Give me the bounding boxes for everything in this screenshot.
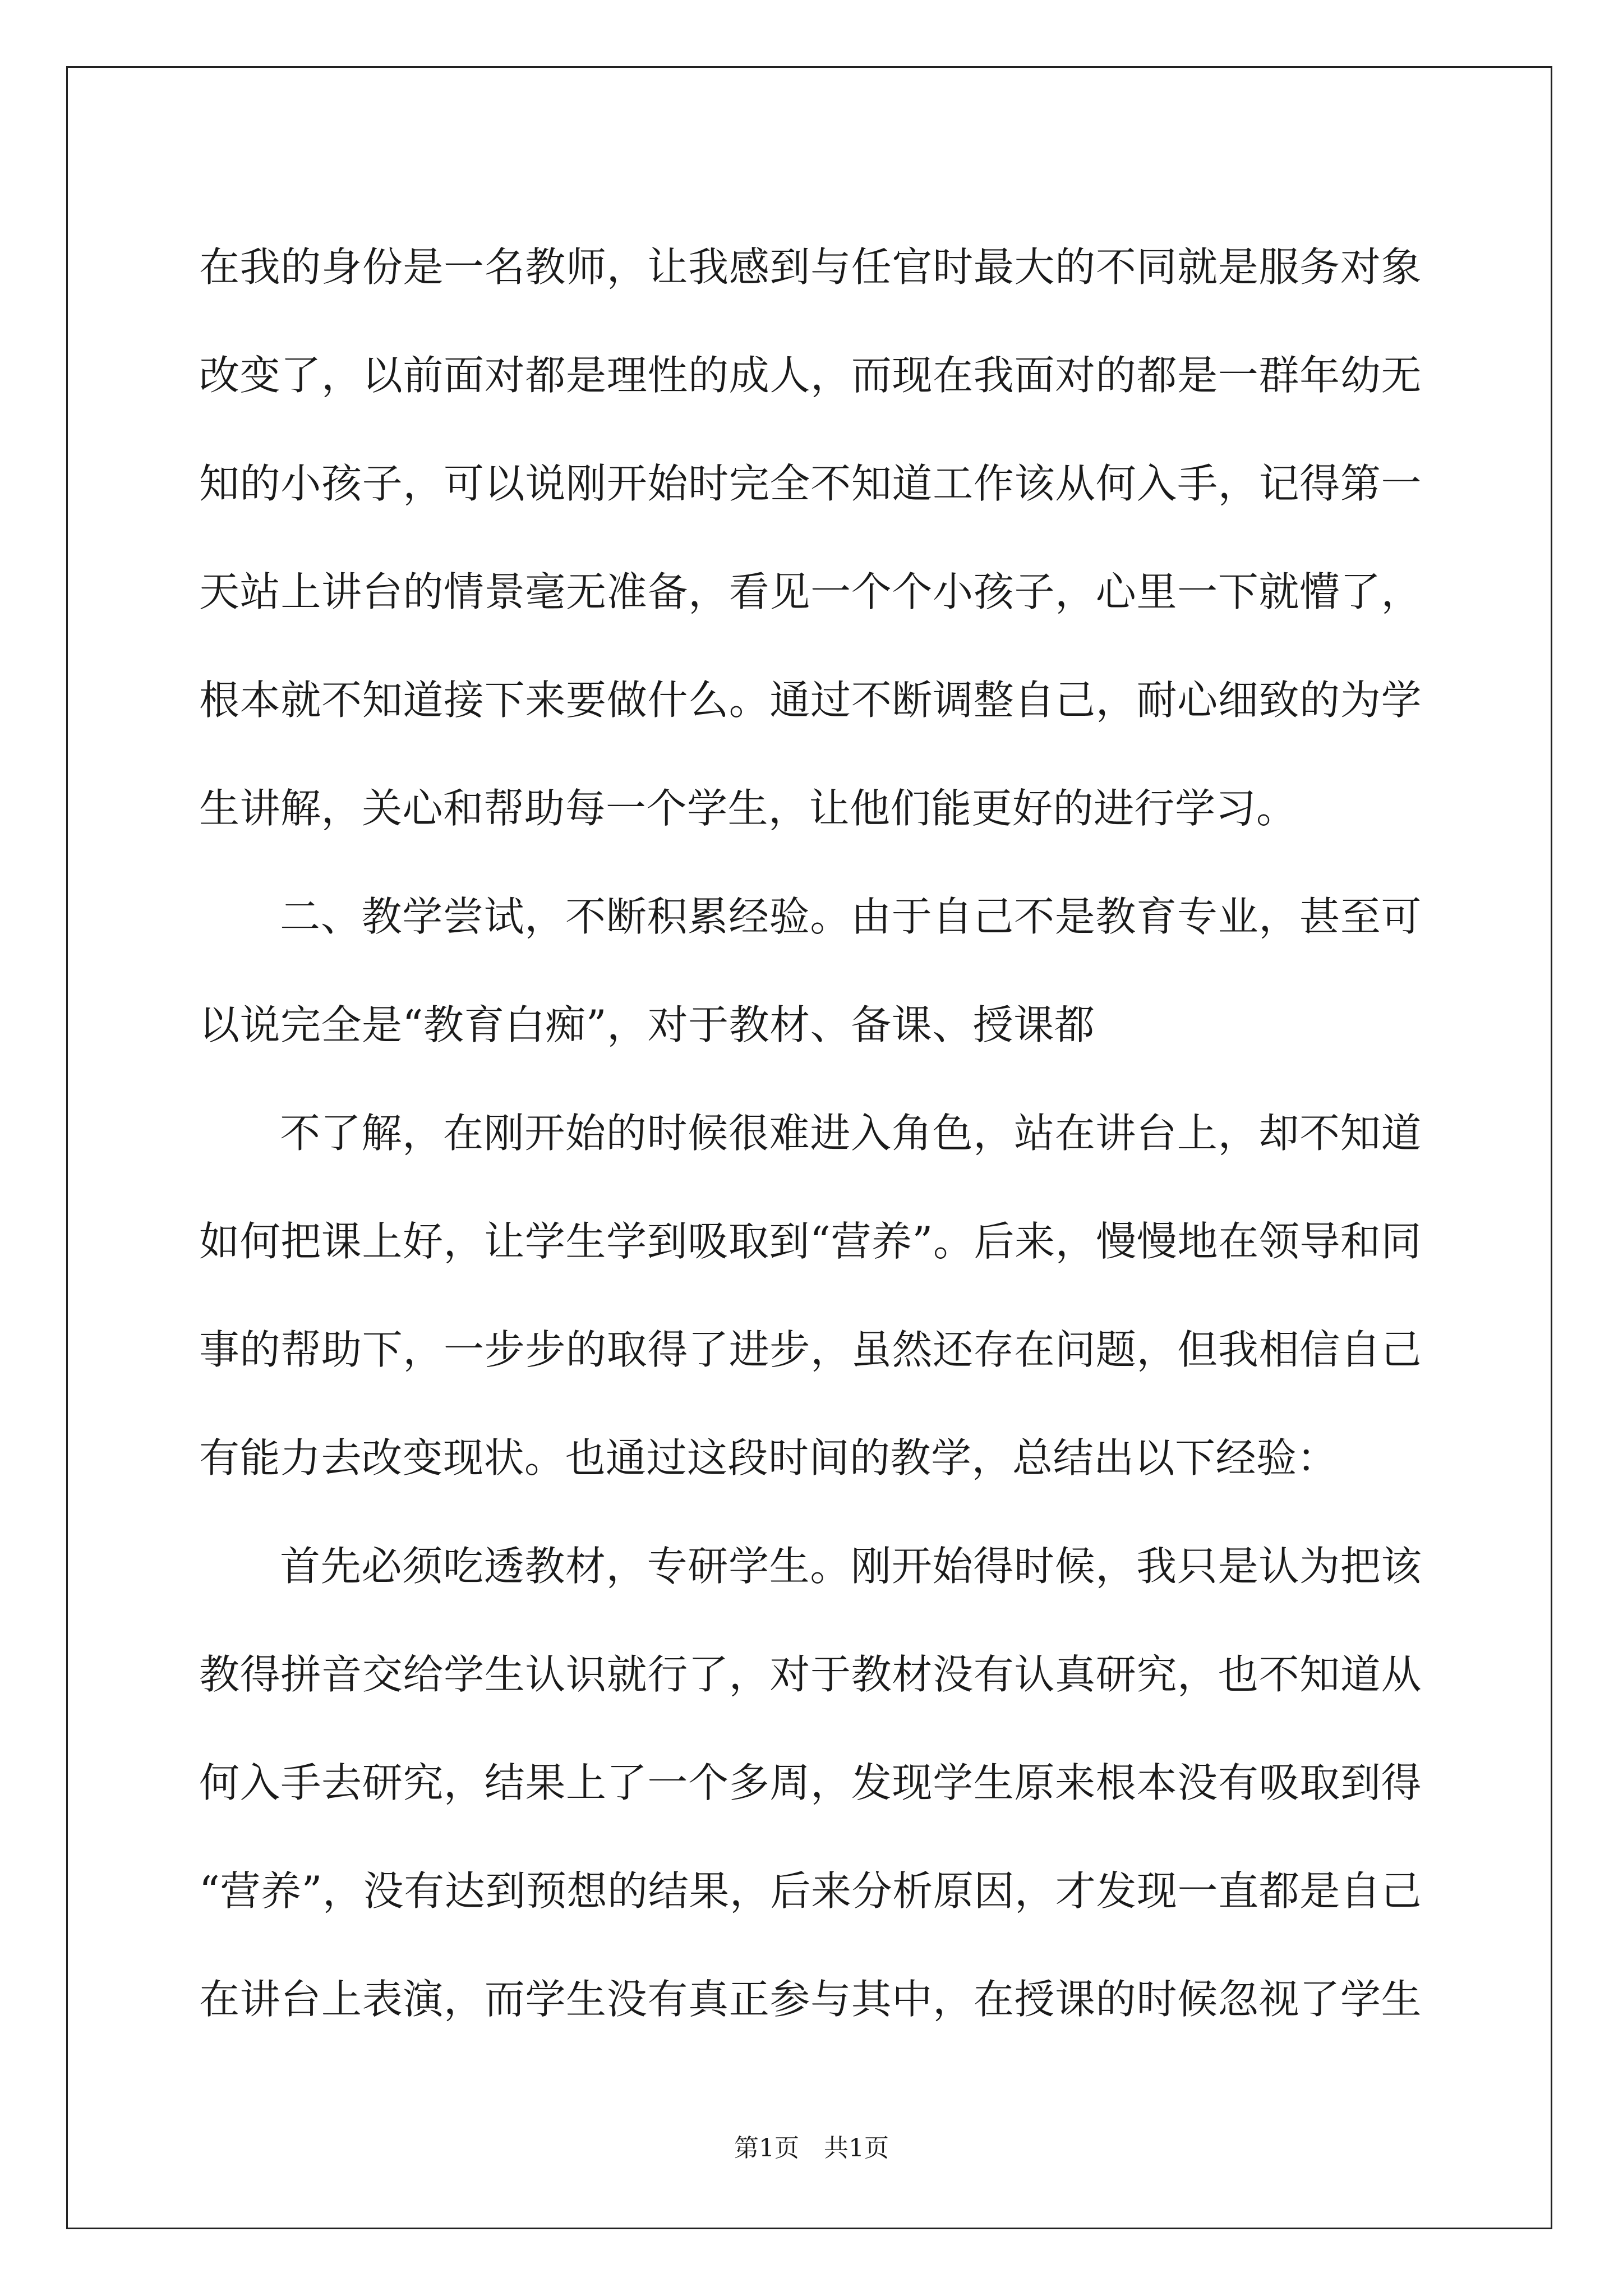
text-line-5: 根本就不知道接下来要做什么。通过不断调整自己，耐心细致的为学 [199,677,1422,724]
text-line-16: “营养”，没有达到预想的结果，后来分析原因，才发现一直都是自己 [199,1867,1422,1915]
text-line-3: 知的小孩子，可以说刚开始时完全不知道工作该从何入手，记得第一 [199,460,1422,507]
text-line-13: 首先必须吃透教材，专研学生。刚开始得时候，我只是认为把该 [280,1543,1422,1590]
text-line-4: 天站上讲台的情景毫无准备，看见一个个小孩子，心里一下就懵了， [199,568,1422,615]
text-line-1: 在我的身份是一名教师，让我感到与任官时最大的不同就是服务对象 [199,243,1422,291]
text-line-12: 有能力去改变现状。也通过这段时间的教学，总结出以下经验： [199,1434,1338,1481]
text-line-17: 在讲台上表演，而学生没有真正参与其中，在授课的时候忽视了学生 [199,1976,1422,2023]
page-footer: 第1页 共1页 [734,2134,889,2162]
text-line-7: 二、教学尝试，不断积累经验。由于自己不是教育专业，甚至可 [280,893,1422,940]
text-line-14: 教得拼音交给学生认识就行了，对于教材没有认真研究，也不知道从 [199,1651,1422,1698]
text-line-2: 改变了，以前面对都是理性的成人，而现在我面对的都是一群年幼无 [199,352,1422,399]
text-line-10: 如何把课上好，让学生学到吸取到“营养”。后来，慢慢地在领导和同 [199,1218,1422,1265]
text-line-9: 不了解，在刚开始的时候很难进入角色，站在讲台上，却不知道 [280,1110,1422,1157]
text-line-6: 生讲解，关心和帮助每一个学生，让他们能更好的进行学习。 [199,785,1297,832]
text-line-15: 何入手去研究，结果上了一个多周，发现学生原来根本没有吸取到得 [199,1759,1422,1806]
text-line-8: 以说完全是“教育白痴”，对于教材、备课、授课都 [199,1001,1095,1048]
text-line-11: 事的帮助下，一步步的取得了进步，虽然还存在问题，但我相信自己 [199,1326,1422,1373]
document-body [199,213,1422,2054]
